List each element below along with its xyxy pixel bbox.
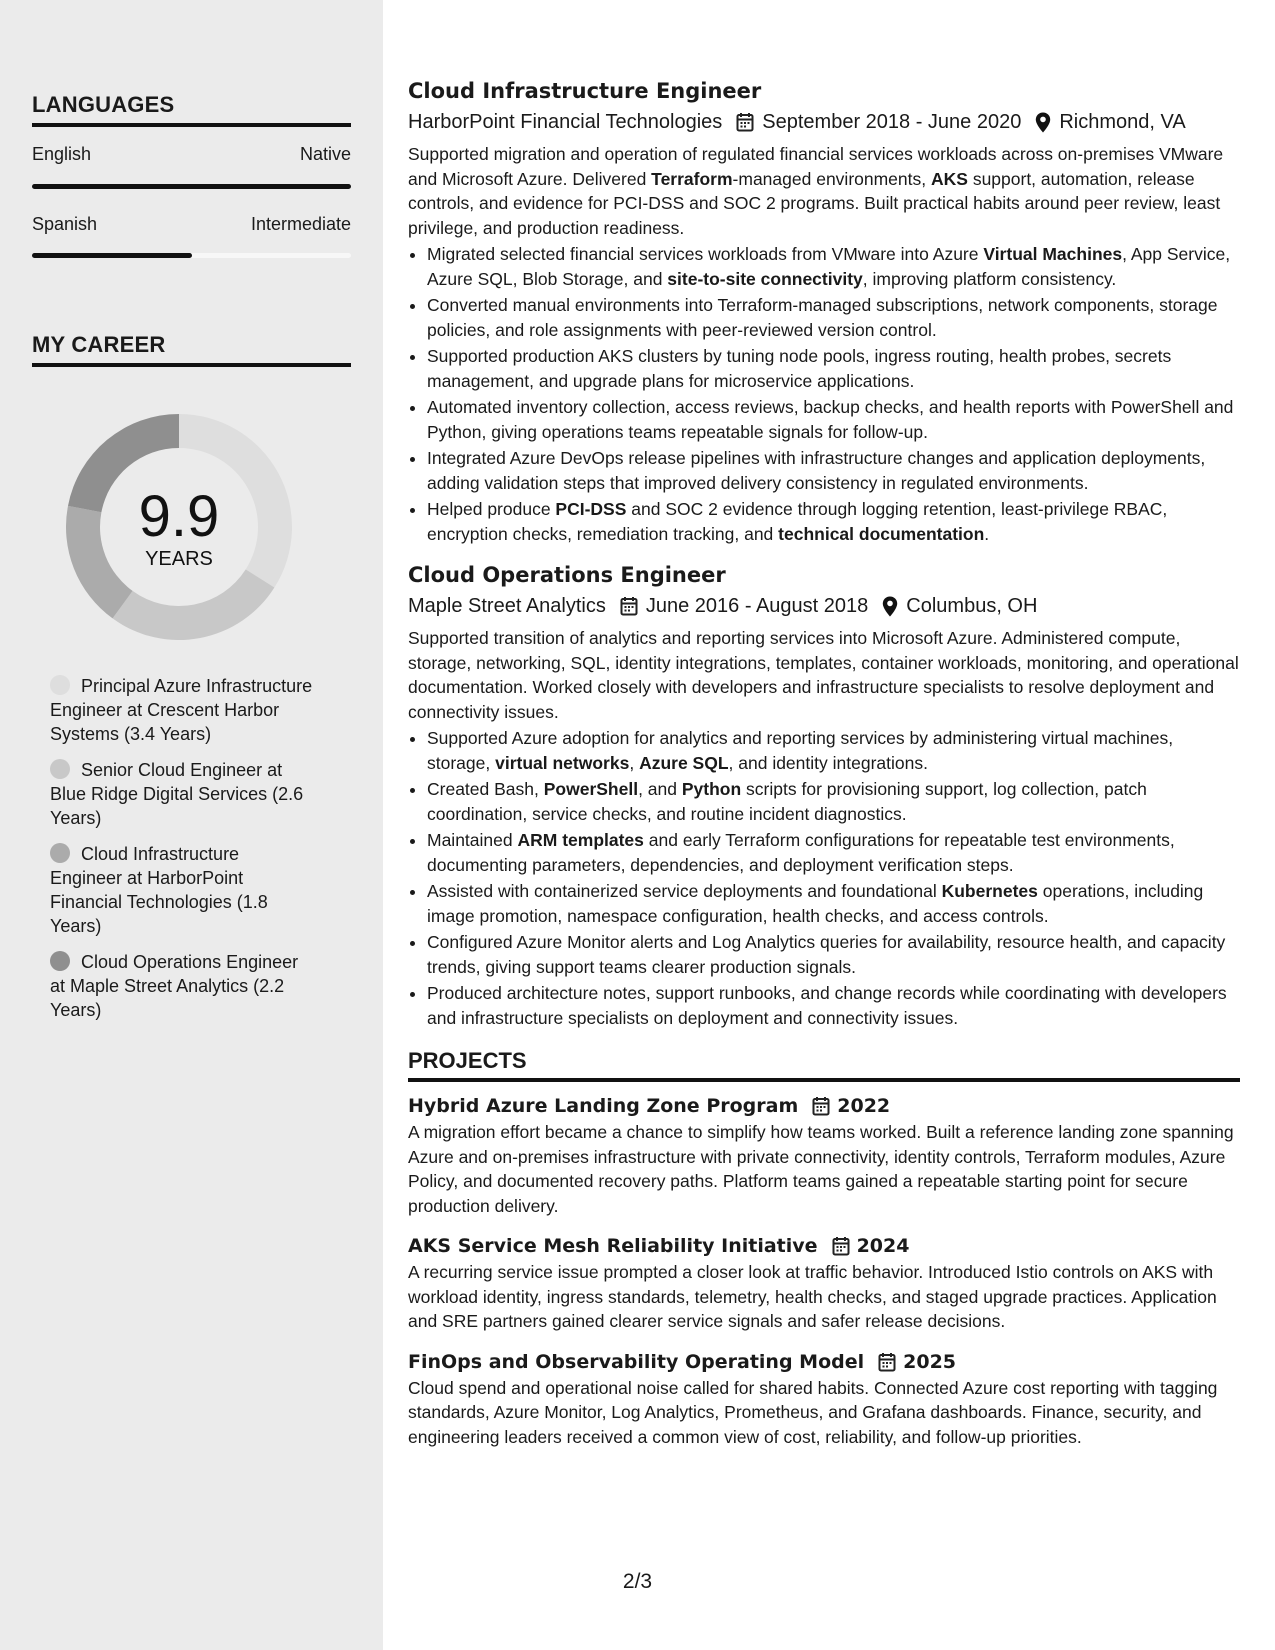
job-meta bbox=[408, 592, 1240, 620]
language-name: English bbox=[32, 144, 92, 164]
project-title: AKS Service Mesh Reliability Initiative bbox=[408, 1235, 818, 1257]
total-years-value: 9.9 bbox=[138, 483, 220, 549]
language-proficiency-bar bbox=[32, 184, 351, 189]
achievement-bullet: • Assisted with containerized service deployments and foundational Kubernetes operations, including image promotion, namespace configuration, health checks, and access controls. bbox=[427, 879, 1240, 928]
project-title: FinOps and Observability Operating Model bbox=[408, 1350, 865, 1373]
job-title: Cloud Operations Engineer bbox=[408, 563, 726, 587]
calendar-icon bbox=[620, 596, 638, 616]
achievement-bullet: • Maintained ARM templates and early Terraform configurations for repeatable test environments, documenting parameters, dependencies, and deployment verification steps. bbox=[427, 828, 1240, 877]
language-row bbox=[32, 144, 351, 165]
job-achievements bbox=[408, 242, 1240, 546]
career-heading: MY CAREER bbox=[32, 332, 351, 367]
calendar-icon bbox=[832, 1236, 850, 1256]
legend-dot-icon bbox=[50, 675, 70, 695]
total-years-label: YEARS bbox=[145, 547, 213, 570]
calendar-icon bbox=[812, 1096, 830, 1116]
project-description: Cloud spend and operational noise called for shared habits. Connected Azure cost reporting with tagging standards, Azure Monitor, Log Analytics, Prometheus, and Grafana dashboards. Finance, security, and engineering leaders received a common view of cost, reliability, and follow-up priorities. bbox=[408, 1377, 1218, 1447]
language-level: Intermediate bbox=[250, 214, 351, 234]
achievement-bullet: • Converted manual environments into Terraform-managed subscriptions, network components, storage policies, and role assignments with peer-reviewed version control. bbox=[427, 293, 1240, 342]
job-summary: Supported transition of analytics and reporting services into Microsoft Azure. Administered compute, storage, networking, SQL, identity integrations, templates, container workloads, monitoring, and operational documentation. Worked closely with developers and infrastructure specialists to resolve deployment and connectivity issues. bbox=[408, 628, 1239, 722]
achievement-bullet: • Automated inventory collection, access reviews, backup checks, and health reports with PowerShell and Python, giving operations teams repeatable signals for follow-up. bbox=[427, 395, 1240, 444]
legend-dot-icon bbox=[50, 951, 70, 971]
achievement-bullet: • Produced architecture notes, support runbooks, and change records while coordinating with developers and infrastructure specialists on deployment and connectivity issues. bbox=[427, 981, 1240, 1030]
project-entry bbox=[408, 1232, 1240, 1334]
language-name: Spanish bbox=[32, 214, 98, 234]
project-entry bbox=[408, 1092, 1240, 1218]
career-legend-item bbox=[50, 842, 315, 938]
project-year: 2022 bbox=[837, 1095, 891, 1117]
job-summary: Supported migration and operation of regulated financial services workloads across on-premises VMware and Microsoft Azure. Delivered Terraform-managed environments, AKS support, automation, release controls, and evidence for PCI-DSS and SOC 2 programs. Built practical habits around peer review, least privilege, and production readiness. bbox=[408, 144, 1224, 238]
project-entry bbox=[408, 1348, 1240, 1450]
career-legend-text: Senior Cloud Engineer at Blue Ridge Digital Services (2.6 Years) bbox=[50, 760, 304, 828]
career-legend bbox=[50, 674, 315, 1034]
achievement-bullet: • Supported Azure adoption for analytics and reporting services by administering virtual machines, storage, virtual networks, Azure SQL, and identity integrations. bbox=[427, 726, 1240, 775]
project-description: A recurring service issue prompted a closer look at traffic behavior. Introduced Istio controls on AKS with workload identity, ingress standards, telemetry, health checks, and staged upgrade practices. Application and SRE partners gained clearer service signals and safer release decisions. bbox=[408, 1262, 1217, 1331]
calendar-icon bbox=[878, 1352, 896, 1372]
experience-entry bbox=[408, 76, 1240, 546]
legend-dot-icon bbox=[50, 759, 70, 779]
job-meta bbox=[408, 108, 1240, 136]
company-name: Maple Street Analytics bbox=[408, 595, 606, 617]
career-legend-text: Principal Azure Infrastructure Engineer at Crescent Harbor Systems (3.4 Years) bbox=[50, 676, 313, 744]
language-proficiency-bar bbox=[32, 253, 351, 258]
page-number-text: 2/3 bbox=[622, 1570, 653, 1593]
job-dates: June 2016 - August 2018 bbox=[645, 595, 869, 617]
language-level: Native bbox=[299, 144, 351, 164]
job-title: Cloud Infrastructure Engineer bbox=[408, 79, 762, 103]
location-pin-icon bbox=[1035, 112, 1051, 133]
project-year: 2025 bbox=[903, 1350, 957, 1373]
achievement-bullet: • Migrated selected financial services workloads from VMware into Azure Virtual Machines, App Service, Azure SQL, Blob Storage, and site-to-site connectivity, improving platform consistency. bbox=[427, 242, 1240, 291]
location-pin-icon bbox=[882, 596, 898, 617]
achievement-bullet: • Configured Azure Monitor alerts and Log Analytics queries for availability, resource health, and capacity trends, giving support teams clearer production signals. bbox=[427, 930, 1240, 979]
sidebar bbox=[0, 0, 383, 1650]
career-donut-chart bbox=[66, 414, 292, 640]
job-dates: September 2018 - June 2020 bbox=[762, 111, 1022, 133]
job-location: Columbus, OH bbox=[906, 595, 1038, 617]
page-number bbox=[0, 1570, 1275, 1594]
calendar-icon bbox=[736, 112, 754, 132]
achievement-bullet: • Supported production AKS clusters by tuning node pools, ingress routing, health probes, secrets management, and upgrade plans for microservice applications. bbox=[427, 344, 1240, 393]
achievement-bullet: • Helped produce PCI-DSS and SOC 2 evidence through logging retention, least-privilege RBAC, encryption checks, remediation tracking, and technical documentation. bbox=[427, 497, 1240, 546]
language-proficiency-fill bbox=[32, 253, 192, 258]
experience-entry bbox=[408, 560, 1240, 1030]
project-year: 2024 bbox=[856, 1235, 910, 1257]
language-row bbox=[32, 214, 351, 235]
main-content bbox=[408, 76, 1240, 1449]
company-name: HarborPoint Financial Technologies bbox=[408, 111, 723, 133]
projects-heading: PROJECTS bbox=[408, 1048, 1240, 1082]
job-location: Richmond, VA bbox=[1059, 111, 1186, 133]
career-legend-text: Cloud Infrastructure Engineer at HarborPoint Financial Technologies (1.8 Years) bbox=[50, 844, 268, 936]
project-description: A migration effort became a chance to simplify how teams worked. Built a reference landing zone spanning Azure and on-premises infrastructure with private connectivity, identity controls, Terraform modules, Azure Policy, and documented recovery paths. Platform teams gained a repeatable starting point for secure production delivery. bbox=[408, 1122, 1234, 1216]
achievement-bullet: • Integrated Azure DevOps release pipelines with infrastructure changes and application deployments, adding validation steps that improved delivery consistency in regulated environments. bbox=[427, 446, 1240, 495]
legend-dot-icon bbox=[50, 843, 70, 863]
project-title: Hybrid Azure Landing Zone Program bbox=[408, 1095, 799, 1117]
job-achievements bbox=[408, 726, 1240, 1030]
languages-heading: LANGUAGES bbox=[32, 92, 351, 127]
language-proficiency-fill bbox=[32, 184, 351, 189]
achievement-bullet: • Created Bash, PowerShell, and Python scripts for provisioning support, log collection, patch coordination, service checks, and routine incident diagnostics. bbox=[427, 777, 1240, 826]
career-legend-item bbox=[50, 674, 315, 746]
career-legend-text: Cloud Operations Engineer at Maple Street Analytics (2.2 Years) bbox=[50, 952, 299, 1020]
career-legend-item bbox=[50, 758, 315, 830]
career-legend-item bbox=[50, 950, 315, 1022]
